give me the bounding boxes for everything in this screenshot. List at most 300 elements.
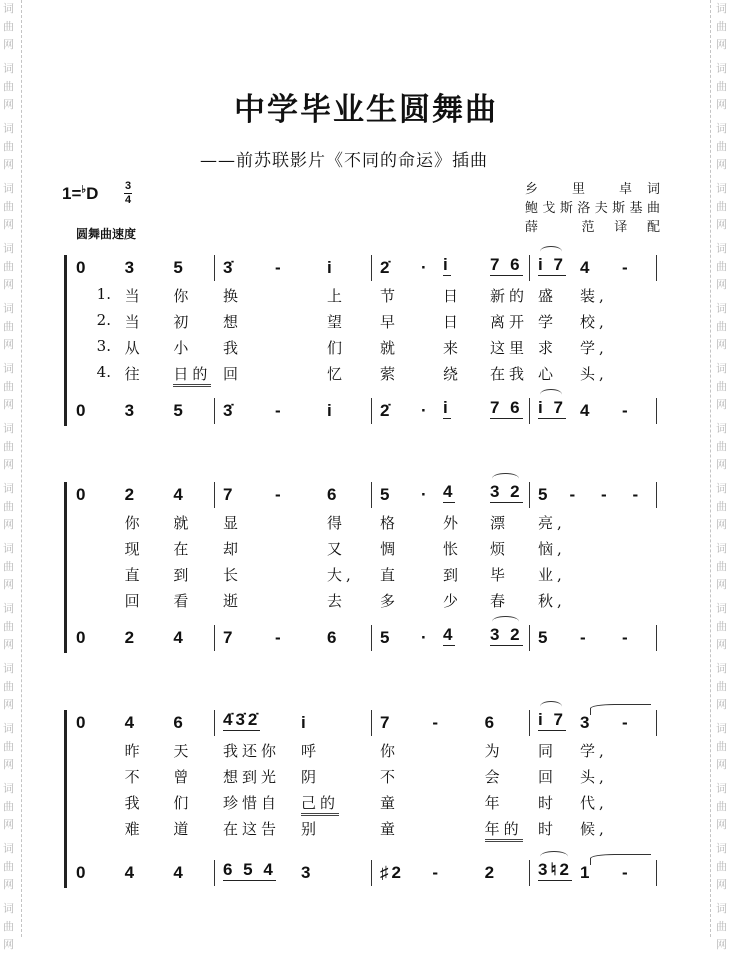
watermark-group: [3, 900, 17, 960]
watermark-char: 网: [3, 398, 14, 411]
watermark-char: 词: [3, 542, 14, 555]
tempo-marking: 圆舞曲速度: [76, 227, 137, 241]
lyric-syllable: 烦: [490, 540, 510, 558]
note-slot: [117, 482, 166, 610]
measure: [372, 860, 530, 886]
lyric-syllable: 在这告: [223, 820, 281, 838]
note: -: [569, 485, 579, 504]
note: 2̇: [380, 401, 393, 420]
note-slot: [165, 860, 214, 886]
watermark-char: 词: [716, 602, 727, 615]
note: -: [622, 401, 631, 420]
watermark-char: 网: [3, 638, 14, 651]
lyric-syllable: 头,: [580, 365, 608, 383]
watermark-char: 网: [716, 698, 727, 711]
note-slot: [96, 255, 166, 383]
measure: [68, 625, 215, 651]
note-slot: [419, 398, 435, 424]
watermark-group: [716, 780, 730, 840]
lyric-syllable: 来: [443, 339, 463, 357]
note-slot: [165, 398, 214, 424]
lyric-syllable: 你: [124, 514, 144, 532]
lyric-syllable: 新的: [490, 287, 529, 305]
lyric-syllable: 己的: [301, 792, 339, 816]
note: i 7: [538, 398, 566, 417]
lyric-syllable: 忆: [327, 365, 347, 383]
lyric-syllable: 我还你: [223, 742, 281, 760]
note: 4: [173, 485, 186, 504]
watermark-char: 曲: [716, 200, 727, 213]
lyric-syllable: 别: [301, 820, 321, 838]
note-slot: [614, 255, 656, 281]
watermark-group: [3, 480, 17, 540]
song-subtitle: ——前苏联影片《不同的命运》插曲: [200, 151, 488, 171]
note: 0: [76, 401, 89, 420]
watermark-group: [3, 840, 17, 900]
watermark-char: 曲: [3, 80, 14, 93]
measure: [530, 482, 657, 610]
watermark-group: [3, 120, 17, 180]
lyric-syllable: 格: [380, 514, 400, 532]
measure: [215, 625, 372, 651]
lyric-syllable: 回: [538, 768, 558, 786]
translator-credit: 薛 范译配: [525, 220, 660, 235]
note-slot: [293, 860, 371, 886]
note: i: [301, 713, 309, 732]
lyric-syllable: 校,: [580, 313, 608, 331]
lyric-syllable: 阴: [301, 768, 321, 786]
note: 1: [580, 863, 593, 882]
measure: [68, 710, 215, 838]
watermark-char: 曲: [3, 560, 14, 573]
watermark-group: [716, 0, 730, 60]
lyric-syllable: 少: [443, 592, 463, 610]
note-slot: [614, 710, 656, 736]
lyric-syllable: 长: [223, 566, 243, 584]
note-slot: [372, 710, 424, 838]
note: i: [327, 258, 335, 277]
lyric-syllable: 漂: [490, 514, 510, 532]
watermark-group: [716, 540, 730, 600]
note: 6: [173, 713, 186, 732]
watermark-group: [3, 360, 17, 420]
note: 3: [580, 713, 593, 732]
watermark-char: 曲: [716, 440, 727, 453]
lyric-syllable: 学,: [580, 339, 608, 357]
note-slot: [530, 398, 572, 424]
note: 2: [124, 628, 138, 647]
note-slot: [372, 860, 424, 886]
note: 3 2: [490, 482, 523, 501]
lyric-syllable: 学: [538, 313, 558, 331]
lyric-syllable: 去: [327, 592, 347, 610]
measure: [372, 255, 530, 383]
watermark-char: 词: [716, 362, 727, 375]
measure: [215, 398, 372, 424]
watermark-char: 词: [716, 902, 727, 915]
lyric-syllable: 同: [538, 742, 558, 760]
watermark-char: 网: [716, 38, 727, 51]
watermark-char: 网: [3, 578, 14, 591]
note: -: [432, 863, 441, 882]
note-slot: [372, 398, 419, 424]
note-slot: [117, 398, 166, 424]
watermark-char: 词: [716, 422, 727, 435]
lyric-syllable: 节: [380, 287, 400, 305]
note-slot: [165, 482, 214, 610]
note-slot: [372, 625, 419, 651]
note: 3♮2: [538, 860, 572, 879]
note: i: [443, 255, 451, 274]
note: 6: [327, 628, 340, 647]
watermark-char: 曲: [3, 680, 14, 693]
note-slot: [215, 625, 267, 651]
note: -: [622, 863, 631, 882]
note: 7: [223, 485, 236, 504]
lyric-syllable: 望: [327, 313, 347, 331]
watermark-char: 网: [716, 878, 727, 891]
note: 4: [443, 625, 456, 644]
watermark-group: [3, 300, 17, 360]
note: 5: [380, 628, 393, 647]
watermark-char: 曲: [3, 740, 14, 753]
lyric-syllable: 上: [327, 287, 347, 305]
note-slot: [319, 482, 371, 610]
note-slot: [372, 255, 419, 383]
note-slot: [482, 398, 529, 424]
note-slot: [68, 482, 117, 508]
watermark-char: 词: [716, 842, 727, 855]
watermark-char: 网: [716, 338, 727, 351]
lyric-syllable: 为: [484, 742, 504, 760]
note-slot: [530, 625, 572, 651]
lyric-syllable: 春: [490, 592, 510, 610]
watermark-char: 网: [716, 158, 727, 171]
watermark-char: 词: [716, 302, 727, 315]
measure: [68, 398, 215, 424]
watermark-char: 曲: [716, 20, 727, 33]
lyric-syllable: 会: [484, 768, 504, 786]
measure: [530, 710, 657, 838]
watermark-group: [716, 180, 730, 240]
verse-number: 2.: [96, 311, 111, 329]
note: -: [622, 628, 631, 647]
watermark-group: [716, 360, 730, 420]
lyric-syllable: 却: [223, 540, 243, 558]
lyric-syllable: 外: [443, 514, 463, 532]
lyric-syllable: 不: [380, 768, 400, 786]
note-slot: [477, 860, 529, 886]
watermark-char: 词: [3, 602, 14, 615]
lyric-syllable: 恼,: [538, 540, 566, 558]
lyric-syllable: 小: [173, 339, 193, 357]
lyric-syllable: 业,: [538, 566, 566, 584]
note-slot: [68, 255, 117, 281]
note-slot: [319, 625, 371, 651]
note-slot: [293, 710, 371, 838]
note: 4: [443, 482, 456, 501]
note: 0: [76, 863, 89, 882]
note-slot: [319, 255, 371, 383]
note-slot: [530, 255, 572, 383]
lyric-syllable: 年: [484, 794, 504, 812]
note: 5: [380, 485, 393, 504]
watermark-group: [3, 180, 17, 240]
note-slot: [117, 625, 166, 651]
lyric-syllable: 往: [124, 365, 144, 383]
lyric-syllable: 秋,: [538, 592, 566, 610]
measure: [215, 482, 372, 610]
note: -: [601, 485, 610, 504]
watermark-char: 曲: [3, 20, 14, 33]
lyric-syllable: 想: [223, 313, 243, 331]
lyric-syllable: 你: [380, 742, 400, 760]
watermark-char: 曲: [3, 200, 14, 213]
note: 3: [124, 258, 138, 277]
watermark-char: 网: [3, 818, 14, 831]
accompaniment-row: [68, 860, 657, 886]
watermark-group: [3, 540, 17, 600]
watermark-char: 曲: [716, 380, 727, 393]
watermark-group: [3, 600, 17, 660]
watermark-char: 词: [716, 542, 727, 555]
watermark-char: 词: [3, 902, 14, 915]
note: -: [275, 628, 284, 647]
watermark-char: 曲: [3, 800, 14, 813]
note: i: [443, 398, 451, 417]
measure: [215, 255, 372, 383]
note: 2̇: [380, 258, 393, 277]
watermark-group: [716, 900, 730, 960]
lyric-syllable: 显: [223, 514, 243, 532]
watermark-char: 曲: [3, 140, 14, 153]
watermark-char: 曲: [3, 380, 14, 393]
lyric-syllable: 时: [538, 820, 558, 838]
watermark-char: 词: [716, 662, 727, 675]
time-top: 3: [124, 180, 132, 192]
note-slot: [215, 255, 267, 383]
measure: [372, 625, 530, 651]
watermark-char: 网: [3, 98, 14, 111]
note-slot: [572, 625, 614, 651]
note-slot: [435, 398, 482, 424]
lyric-syllable: 时: [538, 794, 558, 812]
watermark-group: [3, 660, 17, 720]
lyric-syllable: 你: [173, 287, 193, 305]
note-slot: [419, 255, 435, 281]
note: i 7: [538, 710, 566, 729]
watermark-char: 网: [3, 938, 14, 951]
lyric-syllable: 曾: [173, 768, 193, 786]
note-slot: [614, 860, 656, 886]
note-slot: [435, 625, 482, 651]
watermark-char: 网: [3, 878, 14, 891]
note-slot: [530, 482, 566, 610]
lyric-syllable: 得: [327, 514, 347, 532]
measure: [68, 860, 215, 886]
watermark-char: 词: [716, 242, 727, 255]
watermark-char: 曲: [3, 620, 14, 633]
watermark-char: 曲: [3, 860, 14, 873]
watermark-char: 词: [3, 242, 14, 255]
note-slot: [68, 710, 117, 736]
note: 3̇: [223, 401, 236, 420]
watermark-char: 曲: [716, 800, 727, 813]
watermark-char: 网: [716, 818, 727, 831]
note: 4: [580, 401, 593, 420]
lyric-syllable: 们: [327, 339, 347, 357]
lyric-syllable: 代,: [580, 794, 608, 812]
watermark-char: 词: [3, 422, 14, 435]
flat-icon: ♭: [81, 184, 87, 196]
watermark-group: [3, 0, 17, 60]
note: 7: [223, 628, 236, 647]
watermark-char: 词: [3, 122, 14, 135]
note-slot: [572, 710, 614, 838]
watermark-char: 网: [3, 218, 14, 231]
lyric-syllable: 在: [173, 540, 193, 558]
watermark-char: 网: [3, 158, 14, 171]
watermark-char: 曲: [3, 500, 14, 513]
note: 2: [484, 863, 498, 882]
note: -: [622, 713, 631, 732]
song-title: 中学毕业生圆舞曲: [234, 92, 498, 128]
note: ·: [421, 401, 430, 420]
watermark-char: 曲: [716, 620, 727, 633]
lyric-syllable: 我: [124, 794, 144, 812]
note-slot: [482, 255, 529, 383]
watermark-char: 词: [716, 782, 727, 795]
lyric-syllable: 童: [380, 820, 400, 838]
watermark-char: 网: [716, 398, 727, 411]
watermark-group: [3, 240, 17, 300]
lyric-syllable: 就: [380, 339, 400, 357]
note-slot: [424, 710, 476, 736]
key-prefix: 1=: [62, 184, 82, 203]
time-bottom: 4: [124, 194, 132, 206]
note-slot: [267, 482, 319, 508]
melody-row: [68, 255, 657, 383]
measure: [530, 860, 657, 886]
note: -: [432, 713, 441, 732]
note: 5: [538, 485, 551, 504]
lyric-syllable: 绕: [443, 365, 463, 383]
watermark-group: [3, 720, 17, 780]
note-slot: [117, 860, 166, 886]
watermark-group: [716, 480, 730, 540]
note-slot: [593, 482, 625, 508]
lyric-syllable: 难: [124, 820, 144, 838]
lyric-syllable: 日: [443, 313, 463, 331]
note: 4: [173, 863, 186, 882]
note: i 7: [538, 255, 566, 274]
accompaniment-row: [68, 398, 657, 424]
note-slot: [435, 482, 482, 610]
note: ·: [421, 485, 430, 504]
time-signature: [124, 180, 132, 207]
lyric-syllable: 多: [380, 592, 400, 610]
measure: [372, 710, 530, 838]
note-slot: [267, 398, 319, 424]
note-slot: [215, 482, 267, 610]
measure: [372, 482, 530, 610]
accompaniment-row: [68, 625, 657, 651]
lyric-syllable: 大,: [327, 566, 355, 584]
measure: [372, 398, 530, 424]
note: 0: [76, 258, 89, 277]
note: 4: [173, 628, 186, 647]
lyric-syllable: 们: [173, 794, 193, 812]
lyric-syllable: 直: [380, 566, 400, 584]
note: 4: [580, 258, 593, 277]
key-note: D: [86, 184, 99, 203]
watermark-char: 词: [3, 2, 14, 15]
lyric-syllable: 头,: [580, 768, 608, 786]
note-slot: [319, 398, 371, 424]
note-slot: [614, 398, 656, 424]
note-slot: [68, 625, 117, 651]
margin-line-right: [710, 0, 711, 937]
measure: [530, 625, 657, 651]
note: 7: [380, 713, 393, 732]
note-slot: [267, 255, 319, 281]
note-slot: [165, 625, 214, 651]
watermark-left: [3, 0, 17, 960]
watermark-char: 词: [3, 722, 14, 735]
lyric-syllable: 早: [380, 313, 400, 331]
lyric-syllable: 到: [443, 566, 463, 584]
measure: [215, 860, 372, 886]
measure: [68, 482, 215, 610]
lyric-syllable: 从: [124, 339, 144, 357]
verse-number: 4.: [96, 363, 111, 381]
lyric-syllable: 这里: [490, 339, 529, 357]
watermark-char: 网: [716, 518, 727, 531]
watermark-char: 词: [716, 122, 727, 135]
note: 4̇3̇2̇: [223, 710, 261, 729]
lyric-syllable: 昨: [124, 742, 144, 760]
lyric-syllable: 心: [538, 365, 558, 383]
lyric-syllable: 离开: [490, 313, 529, 331]
watermark-char: 曲: [716, 680, 727, 693]
watermark-char: 曲: [3, 320, 14, 333]
lyric-syllable: 回: [223, 365, 243, 383]
composer-credit: 鲍戈斯洛夫斯基曲: [525, 201, 660, 216]
watermark-char: 曲: [716, 320, 727, 333]
watermark-char: 曲: [716, 740, 727, 753]
system-bracket: [64, 710, 67, 888]
lyric-syllable: 直: [124, 566, 144, 584]
watermark-char: 词: [716, 722, 727, 735]
lyric-syllable: 当: [124, 313, 144, 331]
watermark-char: 网: [716, 458, 727, 471]
note: -: [580, 628, 589, 647]
note: 7 6: [490, 398, 523, 417]
lyric-syllable: 看: [173, 592, 193, 610]
note: 5: [538, 628, 551, 647]
note: 5: [173, 258, 186, 277]
lyric-syllable: 亮,: [538, 514, 566, 532]
note: 4: [124, 713, 138, 732]
watermark-char: 曲: [3, 440, 14, 453]
lyric-syllable: 初: [173, 313, 193, 331]
lyric-syllable: 道: [173, 820, 193, 838]
lyric-syllable: 在我: [490, 365, 529, 383]
lyric-syllable: 逝: [223, 592, 243, 610]
lyric-syllable: 年的: [485, 818, 523, 842]
note: 3 2: [490, 625, 523, 644]
measure: [68, 255, 215, 383]
